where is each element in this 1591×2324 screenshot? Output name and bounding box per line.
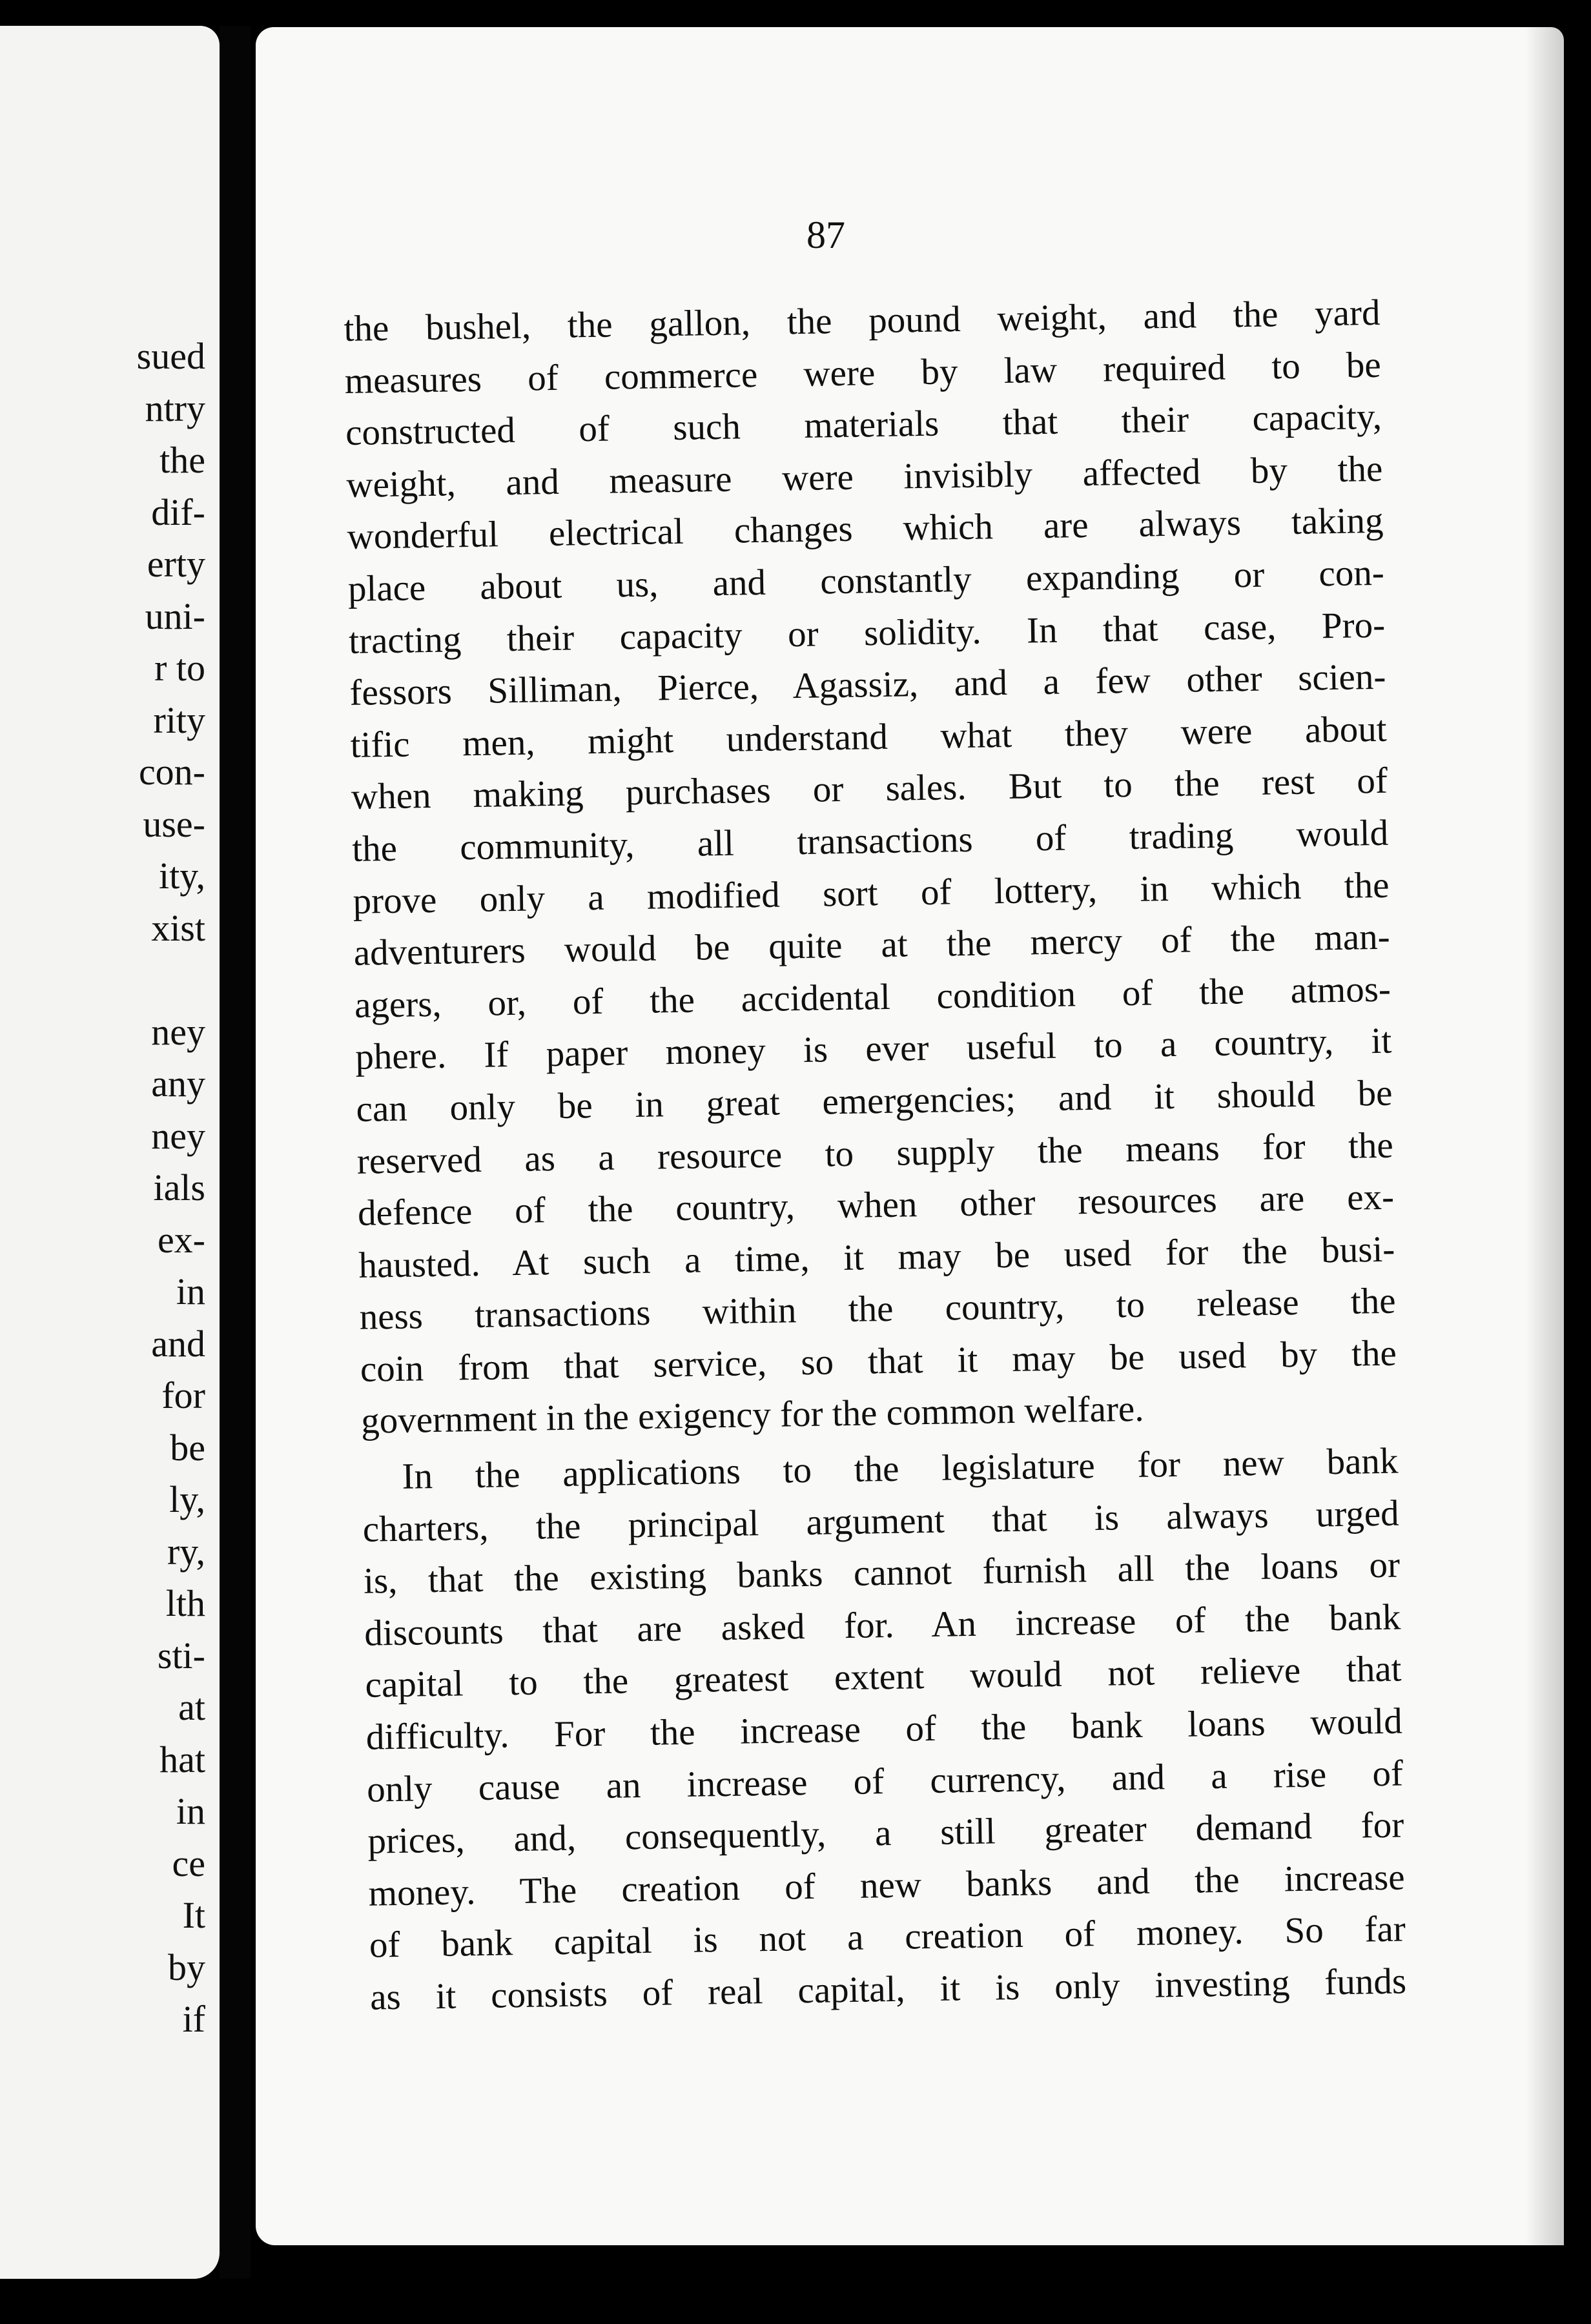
fragment-line: lth xyxy=(165,1582,205,1624)
body-text xyxy=(344,287,1407,2024)
fragment-line: any xyxy=(151,1063,205,1105)
fragment-line: the xyxy=(159,439,205,481)
page-number: 87 xyxy=(806,214,845,256)
fragment-line: erty xyxy=(147,543,205,585)
fragment-line: ex- xyxy=(157,1218,205,1261)
text-line: measures of commerce were by law required to be xyxy=(344,344,1382,402)
text-line: the community, all transactions of trading would xyxy=(351,812,1389,870)
text-line: of bank capital is not a creation of money. So far xyxy=(369,1908,1406,1966)
text-line: hausted. At such a time, it may be used for the busi- xyxy=(358,1228,1395,1286)
paragraph-2 xyxy=(362,1436,1407,2024)
fragment-line: for xyxy=(161,1374,205,1416)
text-line: defence of the country, when other resources are ex- xyxy=(357,1176,1395,1234)
text-line: reserved as a resource to supply the means for the xyxy=(356,1125,1394,1182)
page-edge-shadow xyxy=(1525,27,1564,2245)
text-line: adventurers would be quite at the mercy of the man- xyxy=(353,916,1391,973)
fragment-line: rity xyxy=(153,698,205,741)
fragment-line: ney xyxy=(151,1114,205,1157)
fragment-line: ly, xyxy=(169,1478,205,1520)
text-line: when making purchases or sales. But to the rest of xyxy=(351,760,1388,818)
paragraph-1 xyxy=(344,287,1398,1448)
text-line: charters, the principal argument that is always urged xyxy=(362,1493,1400,1550)
text-line: can only be in great emergencies; and it should be xyxy=(356,1072,1393,1130)
fragment-line: con- xyxy=(138,751,205,793)
text-line: wonderful electrical changes which are always taking xyxy=(347,500,1384,558)
text-line: tific men, might understand what they were about xyxy=(350,708,1388,766)
text-line: discounts that are asked for. An increase of the bank xyxy=(364,1596,1401,1654)
fragment-line: by xyxy=(168,1946,205,1988)
fragment-line: sti- xyxy=(157,1634,205,1677)
text-line: agers, or, of the accidental condition of the atmos- xyxy=(354,968,1391,1026)
fragment-line: and xyxy=(151,1322,205,1365)
fragment-line: if xyxy=(182,1998,205,2040)
text-line: is, that the existing banks cannot furnish all the loans or xyxy=(363,1544,1401,1602)
fragment-line: ity, xyxy=(159,855,205,897)
text-line: the bushel, the gallon, the pound weight, and the yard xyxy=(344,292,1381,349)
fragment-line: It xyxy=(182,1894,205,1936)
fragment-line: sued xyxy=(136,335,205,377)
fragment-line: at xyxy=(178,1686,205,1728)
text-line: In the applications to the legislature for new bank xyxy=(402,1440,1399,1497)
text-line: phere. If paper money is ever useful to a country, it xyxy=(354,1020,1392,1078)
fragment-line: dif- xyxy=(151,491,205,533)
text-line: tracting their capacity or solidity. In that case, Pro- xyxy=(348,604,1386,662)
text-line: constructed of such materials that their capacity, xyxy=(345,396,1382,454)
fragment-line: in xyxy=(176,1790,205,1832)
fragment-line: in xyxy=(176,1270,205,1312)
text-line: prove only a modified sort of lottery, in which the xyxy=(353,864,1390,922)
text-line: prices, and, consequently, a still greater demand for xyxy=(367,1804,1404,1862)
text-line: ness transactions within the country, to release the xyxy=(359,1280,1396,1338)
text-line: difficulty. For the increase of the bank loans would xyxy=(365,1700,1403,1758)
fragment-line: ney xyxy=(151,1010,205,1053)
fragment-line: r to xyxy=(154,647,205,689)
fragment-line: be xyxy=(170,1426,205,1469)
text-line: capital to the greatest extent would not relieve that xyxy=(365,1648,1402,1706)
fragment-line xyxy=(0,954,205,1006)
fragment-line: hat xyxy=(159,1738,205,1780)
text-line: coin from that service, so that it may be used by the xyxy=(360,1332,1397,1390)
text-line: place about us, and constantly expanding or con- xyxy=(347,552,1385,609)
fragment-line: use- xyxy=(143,802,205,845)
fragment-line: ce xyxy=(172,1842,205,1884)
text-line: fessors Silliman, Pierce, Agassiz, and a few other scien- xyxy=(349,656,1386,714)
text-line: money. The creation of new banks and the increase xyxy=(368,1857,1405,1914)
text-line: weight, and measure were invisibly affected by the xyxy=(345,448,1383,505)
fragment-line: ry, xyxy=(167,1530,205,1573)
fragment-line: uni- xyxy=(145,595,205,637)
fragment-line: xist xyxy=(151,906,205,949)
fragment-line: ials xyxy=(153,1167,205,1208)
text-line: as it consists of real capital, it is only investing funds xyxy=(369,1961,1407,2018)
book-gutter xyxy=(220,26,251,2279)
fragment-line: ntry xyxy=(145,387,205,429)
text-line: government in the exigency for the common welfare. xyxy=(360,1389,1144,1442)
text-line: only cause an increase of currency, and a rise of xyxy=(366,1753,1404,1810)
previous-page-text-fragments xyxy=(0,331,205,2046)
previous-page-edge xyxy=(0,26,220,2279)
